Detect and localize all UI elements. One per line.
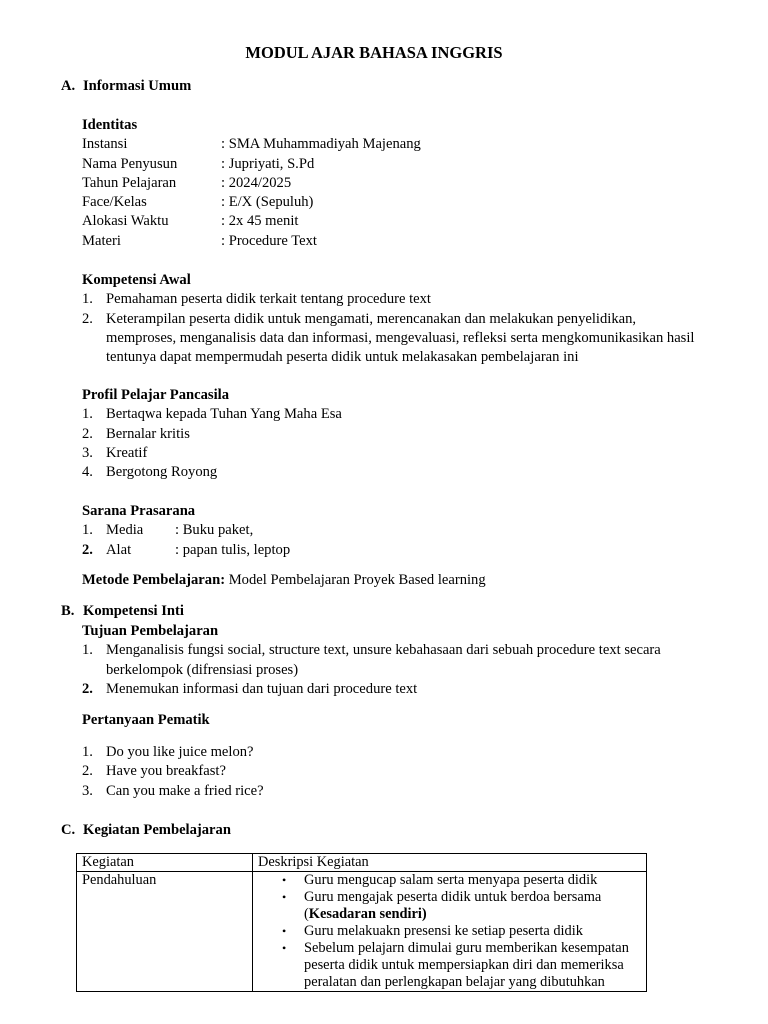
- identitas-value: : 2x 45 menit: [221, 213, 299, 230]
- identitas-value: : SMA Muhammadiyah Majenang: [221, 136, 421, 153]
- identitas-row: [82, 174, 682, 193]
- bullet-item: [258, 872, 641, 889]
- list-item: [82, 463, 682, 482]
- bullet-item: [258, 889, 641, 923]
- sarana-number: 1.: [82, 522, 93, 539]
- bullet-text: Sebelum pelajarn dimulai guru memberikan kesempatan peserta didik untuk mempersiapkan diri dan memeriksa peralatan dan perlengkapan belajar yang dibutuhkan: [304, 940, 629, 990]
- table-header-cell: Deskripsi Kegiatan: [253, 854, 647, 872]
- sarana-row: [82, 541, 682, 560]
- table-row-label: Pendahuluan: [77, 872, 253, 992]
- section-b-heading: [61, 602, 184, 621]
- list-text: Bergotong Royong: [106, 464, 218, 481]
- section-c-title: Kegiatan Pembelajaran: [83, 822, 231, 838]
- list-text: Menemukan informasi dan tujuan dari procedure text: [106, 680, 418, 697]
- bullet-open-paren: (: [304, 906, 309, 922]
- list-number: 2.: [82, 425, 93, 442]
- bullet-text: Guru mengucap salam serta menyapa peserta didik: [304, 872, 598, 888]
- list-text: Have you breakfast?: [106, 763, 226, 780]
- bullet-list: [258, 872, 641, 991]
- list-number: 1.: [82, 406, 93, 423]
- pematik-heading: Pertanyaan Pematik: [82, 712, 210, 728]
- list-number: 4.: [82, 464, 93, 481]
- identitas-key: Tahun Pelajaran: [82, 174, 177, 191]
- list-text: Bernalar kritis: [106, 425, 190, 442]
- list-text: Menganalisis fungsi social, structure text, unsure kebahasaan dari sebuah procedure text secara berkelompok (difrensiasi proses): [106, 642, 661, 678]
- profil-pancasila-block: [82, 386, 682, 482]
- list-number: 2.: [82, 680, 93, 697]
- sarana-key: Alat: [106, 541, 132, 558]
- list-item: [82, 743, 682, 762]
- bullet-icon: •: [282, 890, 287, 904]
- tujuan-block: [82, 622, 706, 699]
- section-b-letter: B.: [61, 603, 75, 619]
- identitas-value: : Jupriyati, S.Pd: [221, 155, 315, 172]
- identitas-row: [82, 193, 682, 212]
- list-item: [82, 782, 682, 801]
- list-text: Pemahaman peserta didik terkait tentang procedure text: [106, 291, 431, 308]
- identitas-key: Instansi: [82, 136, 128, 153]
- list-number: 1.: [82, 291, 93, 308]
- identitas-key: Alokasi Waktu: [82, 213, 169, 230]
- sarana-row: [82, 521, 682, 540]
- bullet-item: [258, 940, 641, 991]
- section-c-letter: C.: [61, 822, 76, 838]
- identitas-key: Face/Kelas: [82, 194, 147, 211]
- identitas-row: [82, 212, 682, 231]
- bullet-icon: •: [282, 941, 287, 955]
- list-number: 2.: [82, 310, 93, 327]
- bullet-icon: •: [282, 873, 287, 887]
- list-text: Keterampilan peserta didik untuk mengamati, merencanakan dan melakukan penyelidikan, memproses, menganalisis data dan informasi, mengevaluasi, refleksi serta mengkomunikasikan hasil tentunya dapat mempermudah peserta didik untuk melakasakan pembelajaran ini: [106, 310, 695, 366]
- identitas-row: [82, 232, 682, 251]
- identitas-row: [82, 135, 682, 154]
- sarana-heading: Sarana Prasarana: [82, 503, 196, 519]
- list-item: [82, 680, 706, 699]
- bullet-text: Guru mengajak peserta didik untuk berdoa bersama: [304, 889, 602, 905]
- metode-value: Model Pembelajaran Proyek Based learning: [225, 572, 486, 588]
- sarana-prasarana-block: [82, 502, 682, 560]
- list-text: Do you like juice melon?: [106, 744, 254, 760]
- table-row-description: [253, 872, 647, 992]
- identitas-value: : E/X (Sepuluh): [221, 194, 314, 211]
- bullet-item: [258, 923, 641, 940]
- sarana-key: Media: [106, 522, 144, 539]
- list-number: 2.: [82, 763, 93, 780]
- document-title: MODUL AJAR BAHASA INGGRIS: [245, 43, 503, 62]
- list-text: Bertaqwa kepada Tuhan Yang Maha Esa: [106, 406, 342, 423]
- list-item: [82, 444, 682, 463]
- list-number: 1.: [82, 642, 93, 659]
- list-item: [82, 310, 706, 368]
- sarana-value: : papan tulis, leptop: [175, 541, 291, 558]
- identitas-heading: Identitas: [82, 117, 138, 133]
- identitas-block: [82, 116, 682, 251]
- list-text: Can you make a fried rice?: [106, 782, 264, 799]
- section-b-title: Kompetensi Inti: [83, 603, 184, 619]
- table-row: [77, 872, 647, 992]
- metode-line: [82, 571, 702, 590]
- list-item: [82, 425, 682, 444]
- pematik-list: [82, 743, 682, 801]
- identitas-value: : 2024/2025: [221, 174, 292, 191]
- pematik-heading-block: [82, 711, 682, 730]
- sarana-number: 2.: [82, 541, 93, 558]
- list-number: 1.: [82, 744, 93, 760]
- list-number: 3.: [82, 444, 93, 461]
- list-item: [82, 290, 706, 309]
- sarana-value: : Buku paket,: [175, 522, 254, 539]
- section-a-title: Informasi Umum: [83, 78, 192, 94]
- metode-label: Metode Pembelajaran:: [82, 572, 226, 588]
- bullet-text: Guru melakuakn presensi ke setiap peserta didik: [304, 923, 583, 939]
- bullet-bold-text: Kesadaran sendiri): [308, 906, 427, 922]
- list-item: [82, 641, 706, 680]
- table-header-cell: Kegiatan: [77, 854, 253, 872]
- table-header-row: [77, 854, 647, 872]
- identitas-value: : Procedure Text: [221, 232, 317, 249]
- bullet-icon: •: [282, 924, 287, 938]
- identitas-key: Nama Penyusun: [82, 155, 178, 172]
- kegiatan-table: [76, 853, 647, 992]
- identitas-key: Materi: [82, 232, 121, 249]
- section-c-heading: [61, 821, 231, 840]
- identitas-row: [82, 155, 682, 174]
- list-number: 3.: [82, 782, 93, 799]
- list-text: Kreatif: [106, 444, 148, 461]
- section-a-letter: A.: [61, 78, 76, 94]
- tujuan-heading: Tujuan Pembelajaran: [82, 623, 219, 639]
- profil-heading: Profil Pelajar Pancasila: [82, 387, 229, 403]
- list-item: [82, 762, 682, 781]
- kompetensi-awal-heading: Kompetensi Awal: [82, 272, 191, 288]
- list-item: [82, 405, 682, 424]
- section-a-heading: [61, 77, 191, 96]
- kompetensi-awal-block: [82, 271, 706, 367]
